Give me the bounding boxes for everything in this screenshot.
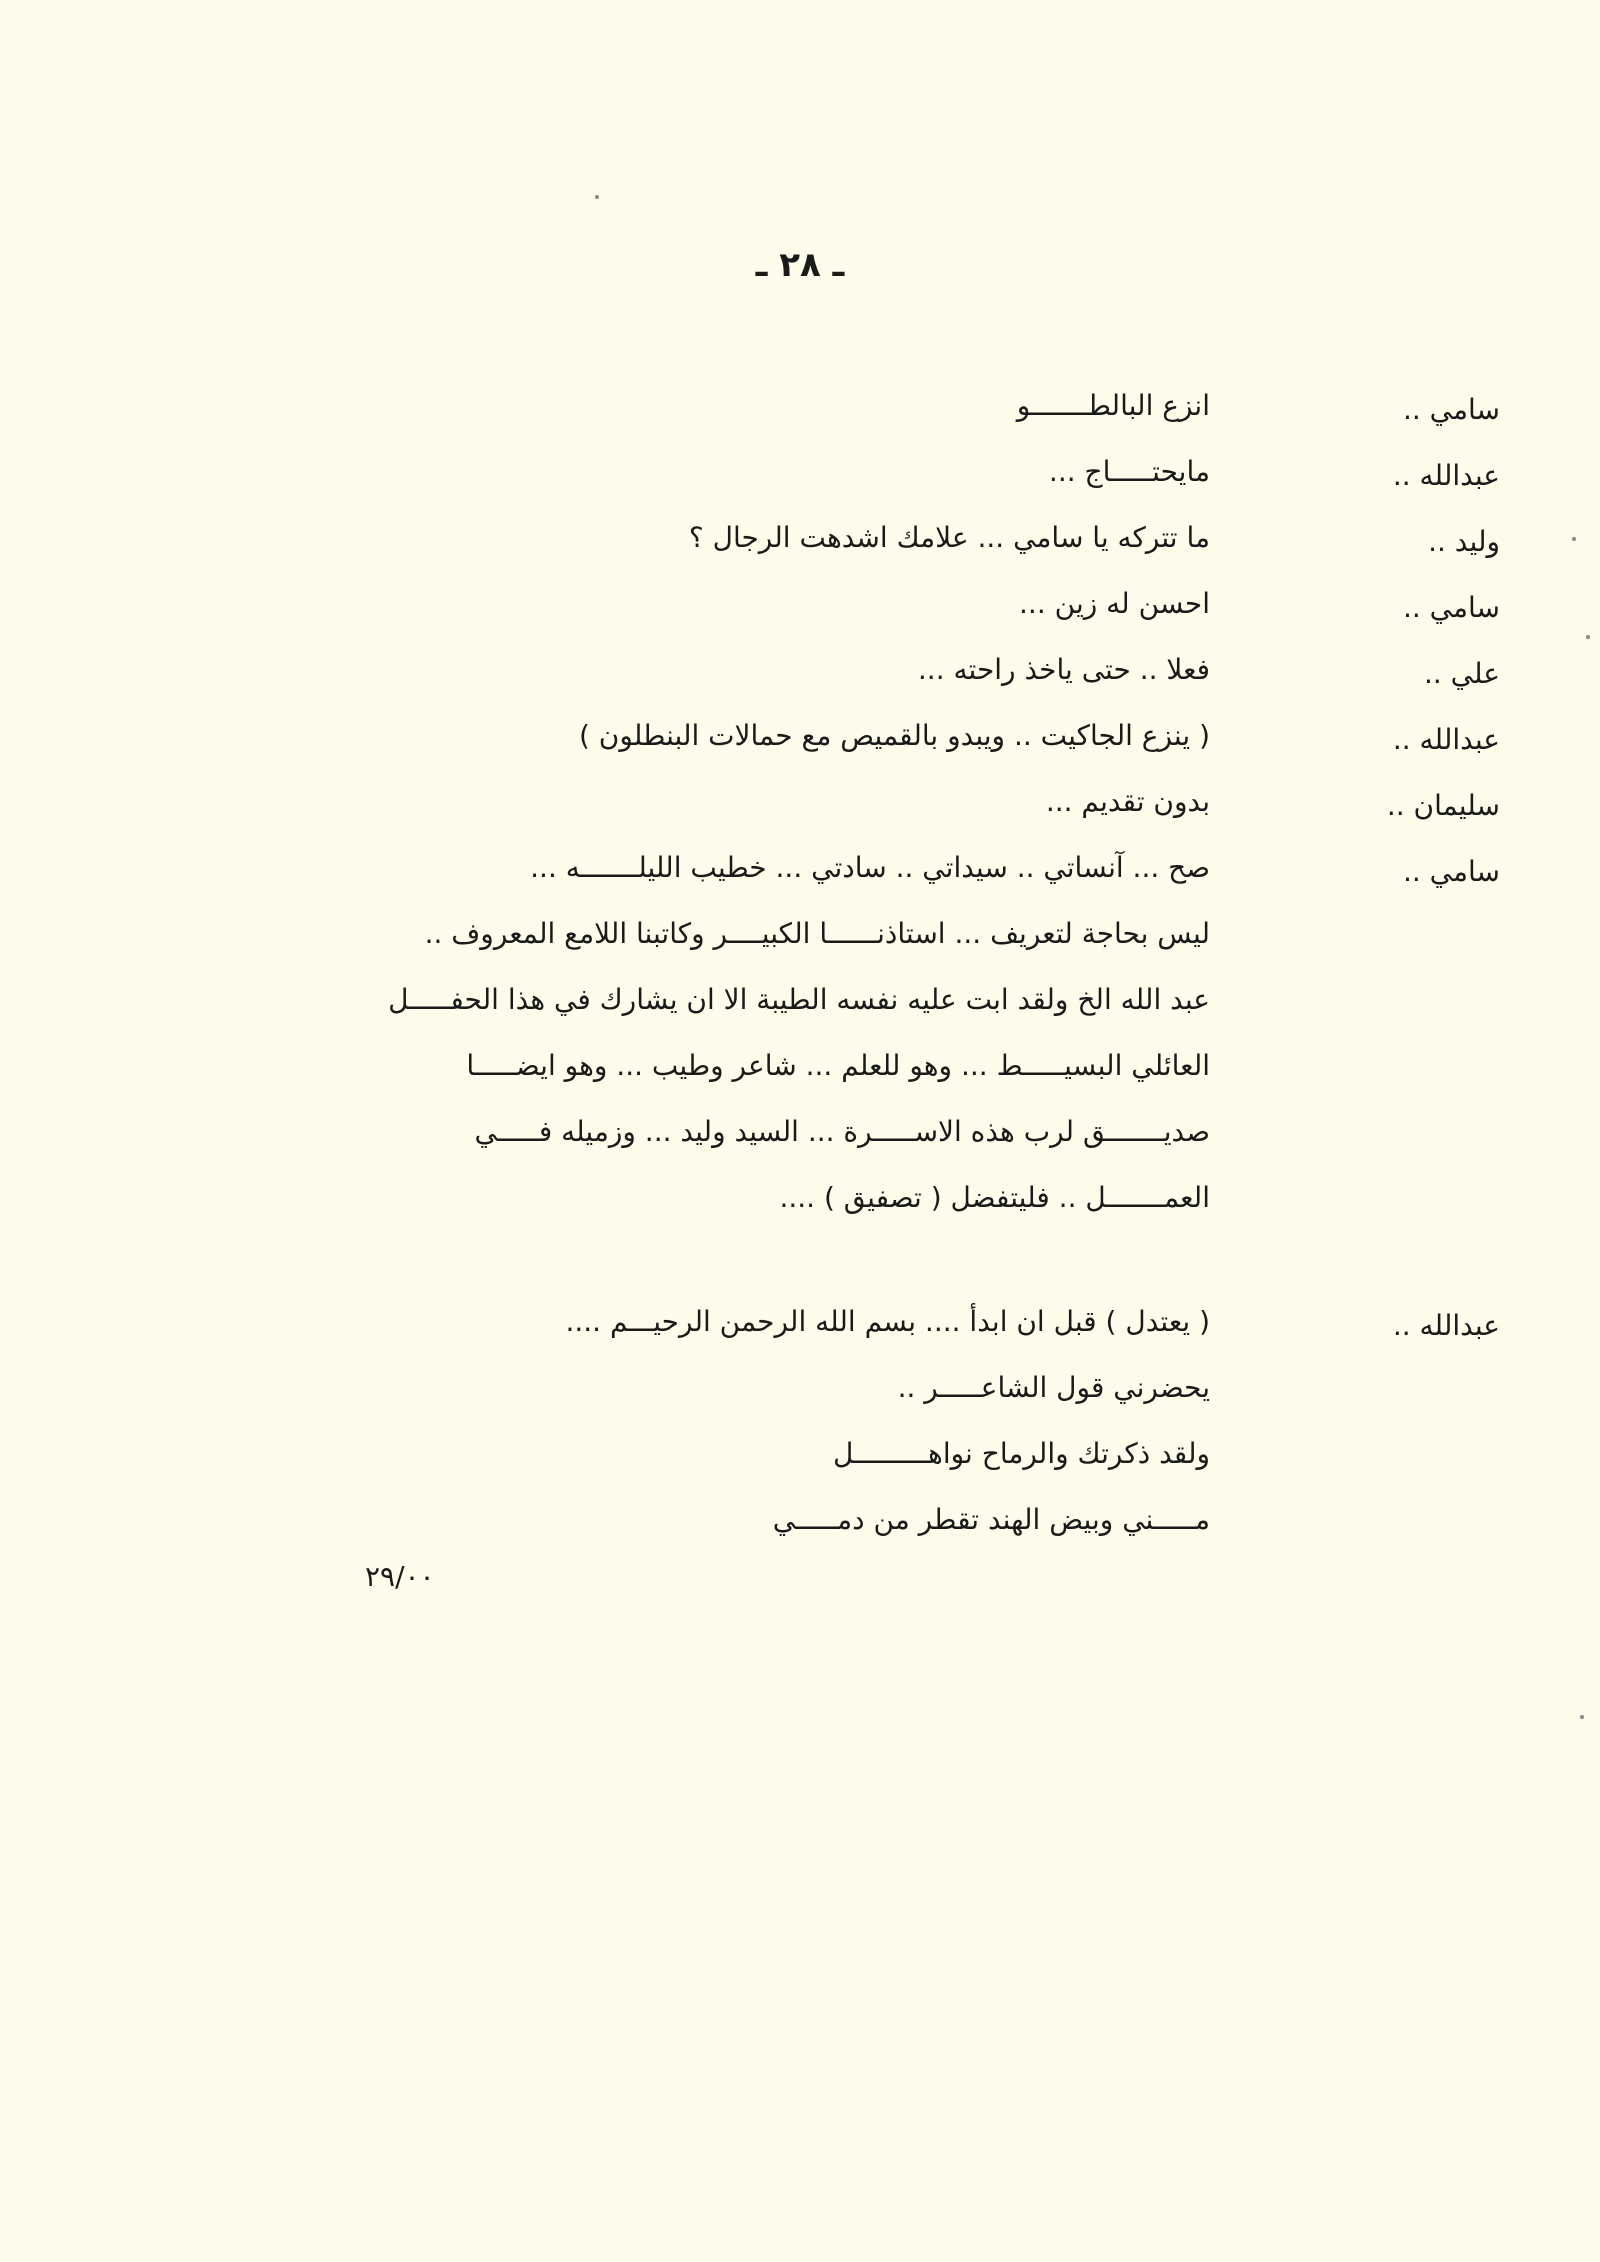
dialogue-line: عبد الله الخ ولقد ابت عليه نفسه الطيبة الا ان يشارك في هذا الحفـــــل [388,983,1210,1016]
reference-number: ٢٩/٠٠ [365,1560,435,1593]
dialogue-row [200,517,1500,583]
dialogue-line: مايحتـــــاج ... [1048,455,1210,488]
dialogue-line: صح ... آنساتي .. سيداتي .. سادتي ... خطيب الليلـــــــه ... [530,851,1210,884]
dialogue-row [200,1367,1500,1433]
dialogue-line: ( ينزع الجاكيت .. ويبدو بالقميص مع حمالات البنطلون ) [578,719,1210,752]
dialogue-row [200,649,1500,715]
speaker-name: سامي .. [1402,393,1500,426]
dialogue-row [200,385,1500,451]
dialogue-row [200,715,1500,781]
speaker-name: سامي .. [1402,855,1500,888]
speaker-name: وليد .. [1428,525,1500,558]
dialogue-row [200,1301,1500,1367]
scan-speck [1572,537,1576,541]
dialogue-row [200,583,1500,649]
scan-speck [1580,1715,1584,1719]
dialogue-row [200,1433,1500,1499]
dialogue-row [200,979,1500,1045]
speaker-name: عبدالله .. [1392,1309,1500,1342]
speaker-name: عبدالله .. [1392,723,1500,756]
dialogue-line: ولقد ذكرتك والرماح نواهـــــــــل [833,1437,1210,1470]
dialogue-row [200,451,1500,517]
dialogue-line: العائلي البسيـــــط ... وهو للعلم ... شاعر وطيب ... وهو ايضـــــا [466,1049,1210,1082]
dialogue-line: فعلا .. حتى ياخذ راحته ... [917,653,1210,686]
dialogue-line: ما تتركه يا سامي ... علامك اشدهت الرجال ؟ [688,521,1210,554]
dialogue-line: انزع البالطـــــــو [1016,389,1210,422]
dialogue-line: يحضرني قول الشاعـــــر .. [897,1371,1210,1404]
speaker-name: علي .. [1423,657,1500,690]
dialogue-line: العمـــــــل .. فليتفضل ( تصفيق ) .... [779,1181,1210,1214]
speaker-name: سليمان .. [1386,789,1500,822]
scan-speck [1586,635,1590,639]
dialogue-row [200,847,1500,913]
dialogue-row [200,913,1500,979]
dialogue-row [200,781,1500,847]
scan-speck [595,195,599,199]
dialogue-row [200,1045,1500,1111]
section-gap [200,1243,1500,1301]
dialogue-line: صديـــــــق لرب هذه الاســـــرة ... السيد وليد ... وزميله فـــــي [474,1115,1210,1148]
dialogue-line: ليس بحاجة لتعريف ... استاذنــــــا الكبيــــر وكاتبنا اللامع المعروف .. [424,917,1210,950]
speaker-name: عبدالله .. [1392,459,1500,492]
speaker-name: سامي .. [1402,591,1500,624]
dialogue-row [200,1111,1500,1177]
dialogue-script [200,385,1500,1565]
dialogue-row [200,1177,1500,1243]
dialogue-line: بدون تقديم ... [1045,785,1210,818]
dialogue-line: احسن له زين ... [1019,587,1210,620]
dialogue-row [200,1499,1500,1565]
dialogue-line: ( يعتدل ) قبل ان ابدأ .... بسم الله الرحمن الرحيـــم .... [565,1305,1210,1338]
dialogue-line: مـــــني وبيض الهند تقطر من دمـــــي [772,1503,1210,1536]
page-number: ـ ٢٨ ـ [755,245,845,285]
